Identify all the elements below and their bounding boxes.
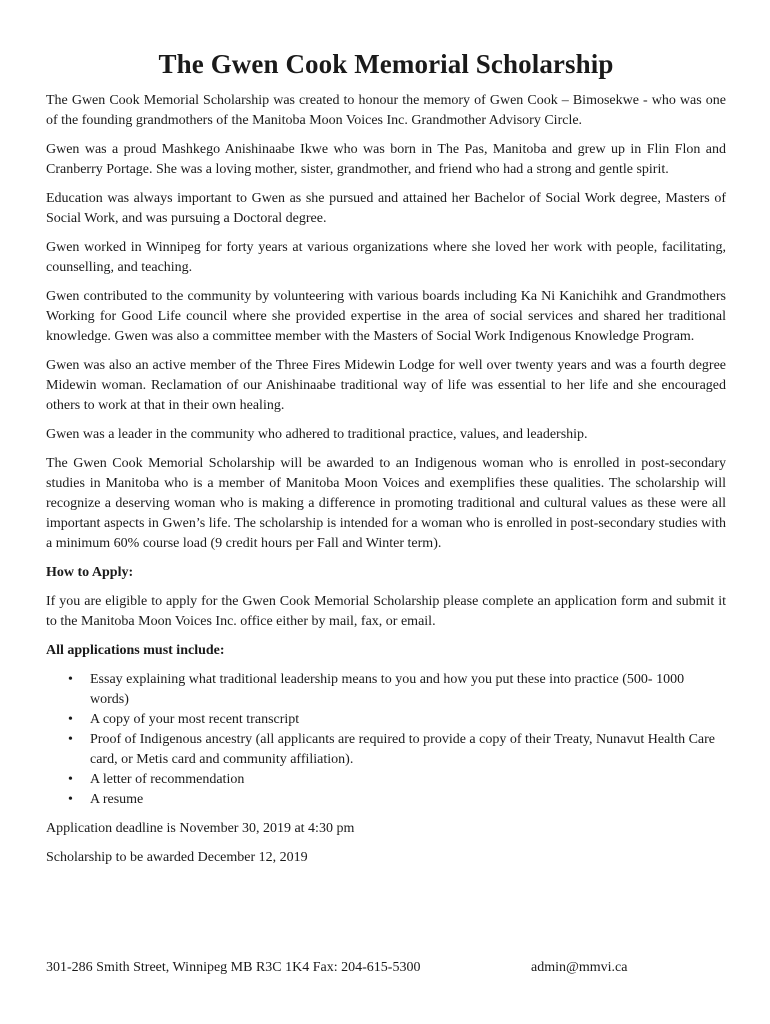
paragraph-midewin: Gwen was also an active member of the Three Fires Midewin Lodge for well over twenty years and was a fourth degree Midewin woman. Reclamation of our Anishinaabe traditional way of life was essential to her life and she encouraged others to work at that in their own healing. — [46, 358, 726, 413]
paragraph-intro: The Gwen Cook Memorial Scholarship was created to honour the memory of Gwen Cook – Bimosekwe - who was one of the founding grandmothers of the Manitoba Moon Voices Inc. Grandmother Advisory Circle. — [46, 93, 726, 128]
how-to-apply-text: If you are eligible to apply for the Gwen Cook Memorial Scholarship please complete an application form and submit it to the Manitoba Moon Voices Inc. office either by mail, fax, or email. — [46, 594, 726, 629]
paragraph-education: Education was always important to Gwen as she pursued and attained her Bachelor of Social Work degree, Masters of Social Work, and was pursuing a Doctoral degree. — [46, 191, 726, 226]
list-item — [68, 710, 726, 730]
footer-email: admin@mmvi.ca — [531, 960, 628, 975]
list-item-text: A copy of your most recent transcript — [90, 712, 300, 727]
bullet-icon: • — [68, 672, 73, 687]
bullet-icon: • — [68, 792, 73, 807]
page-title: The Gwen Cook Memorial Scholarship — [158, 49, 614, 79]
paragraph-background: Gwen was a proud Mashkego Anishinaabe Ikwe who was born in The Pas, Manitoba and grew up in Flin Flon and Cranberry Portage. She was a loving mother, sister, grandmother, and friend who had a strong and gentle spirit. — [46, 142, 726, 177]
paragraph-community: Gwen contributed to the community by volunteering with various boards including Ka Ni Kanichihk and Grandmothers Working for Good Life council where she provided expertise in the area of social services and shared her traditional knowledge. Gwen was also a committee member with the Masters of Social Work Indigenous Knowledge Program. — [46, 289, 726, 344]
paragraph-career: Gwen worked in Winnipeg for forty years at various organizations where she loved her work with people, facilitating, counselling, and teaching. — [46, 240, 726, 275]
list-item-text: A resume — [90, 792, 144, 807]
bullet-icon: • — [68, 732, 73, 747]
list-item — [68, 730, 726, 770]
paragraph-scholarship-criteria: The Gwen Cook Memorial Scholarship will be awarded to an Indigenous woman who is enrolled in post-secondary studies in Manitoba who is a member of Manitoba Moon Voices and exemplifies these qualities. The scholarship will recognize a deserving woman who is making a difference in promoting traditional and cultural values as these were all important aspects in Gwen’s life. The scholarship is intended for a woman who is enrolled in post-secondary studies with a minimum 60% course load (9 credit hours per Fall and Winter term). — [46, 456, 726, 551]
footer-address: 301-286 Smith Street, Winnipeg MB R3C 1K4 Fax: 204-615-5300 — [46, 960, 421, 975]
list-item-text: Essay explaining what traditional leadership means to you and how you put these into practice (500- 1000 words) — [90, 672, 685, 707]
application-deadline: Application deadline is November 30, 2019 at 4:30 pm — [46, 821, 355, 836]
bullet-icon: • — [68, 712, 73, 727]
list-item — [68, 790, 726, 810]
list-item-text: A letter of recommendation — [90, 772, 245, 787]
paragraph-leader: Gwen was a leader in the community who adhered to traditional practice, values, and leadership. — [46, 427, 588, 442]
award-date: Scholarship to be awarded December 12, 2019 — [46, 850, 308, 865]
list-item — [68, 670, 726, 710]
list-item-text: Proof of Indigenous ancestry (all applicants are required to provide a copy of their Treaty, Nunavut Health Care card, or Metis card and community affiliation). — [90, 732, 716, 767]
document-body — [46, 91, 726, 877]
list-item — [68, 770, 726, 790]
how-to-apply-heading: How to Apply: — [46, 565, 134, 580]
requirements-heading: All applications must include: — [46, 643, 225, 658]
requirements-list — [46, 670, 726, 810]
bullet-icon: • — [68, 772, 73, 787]
